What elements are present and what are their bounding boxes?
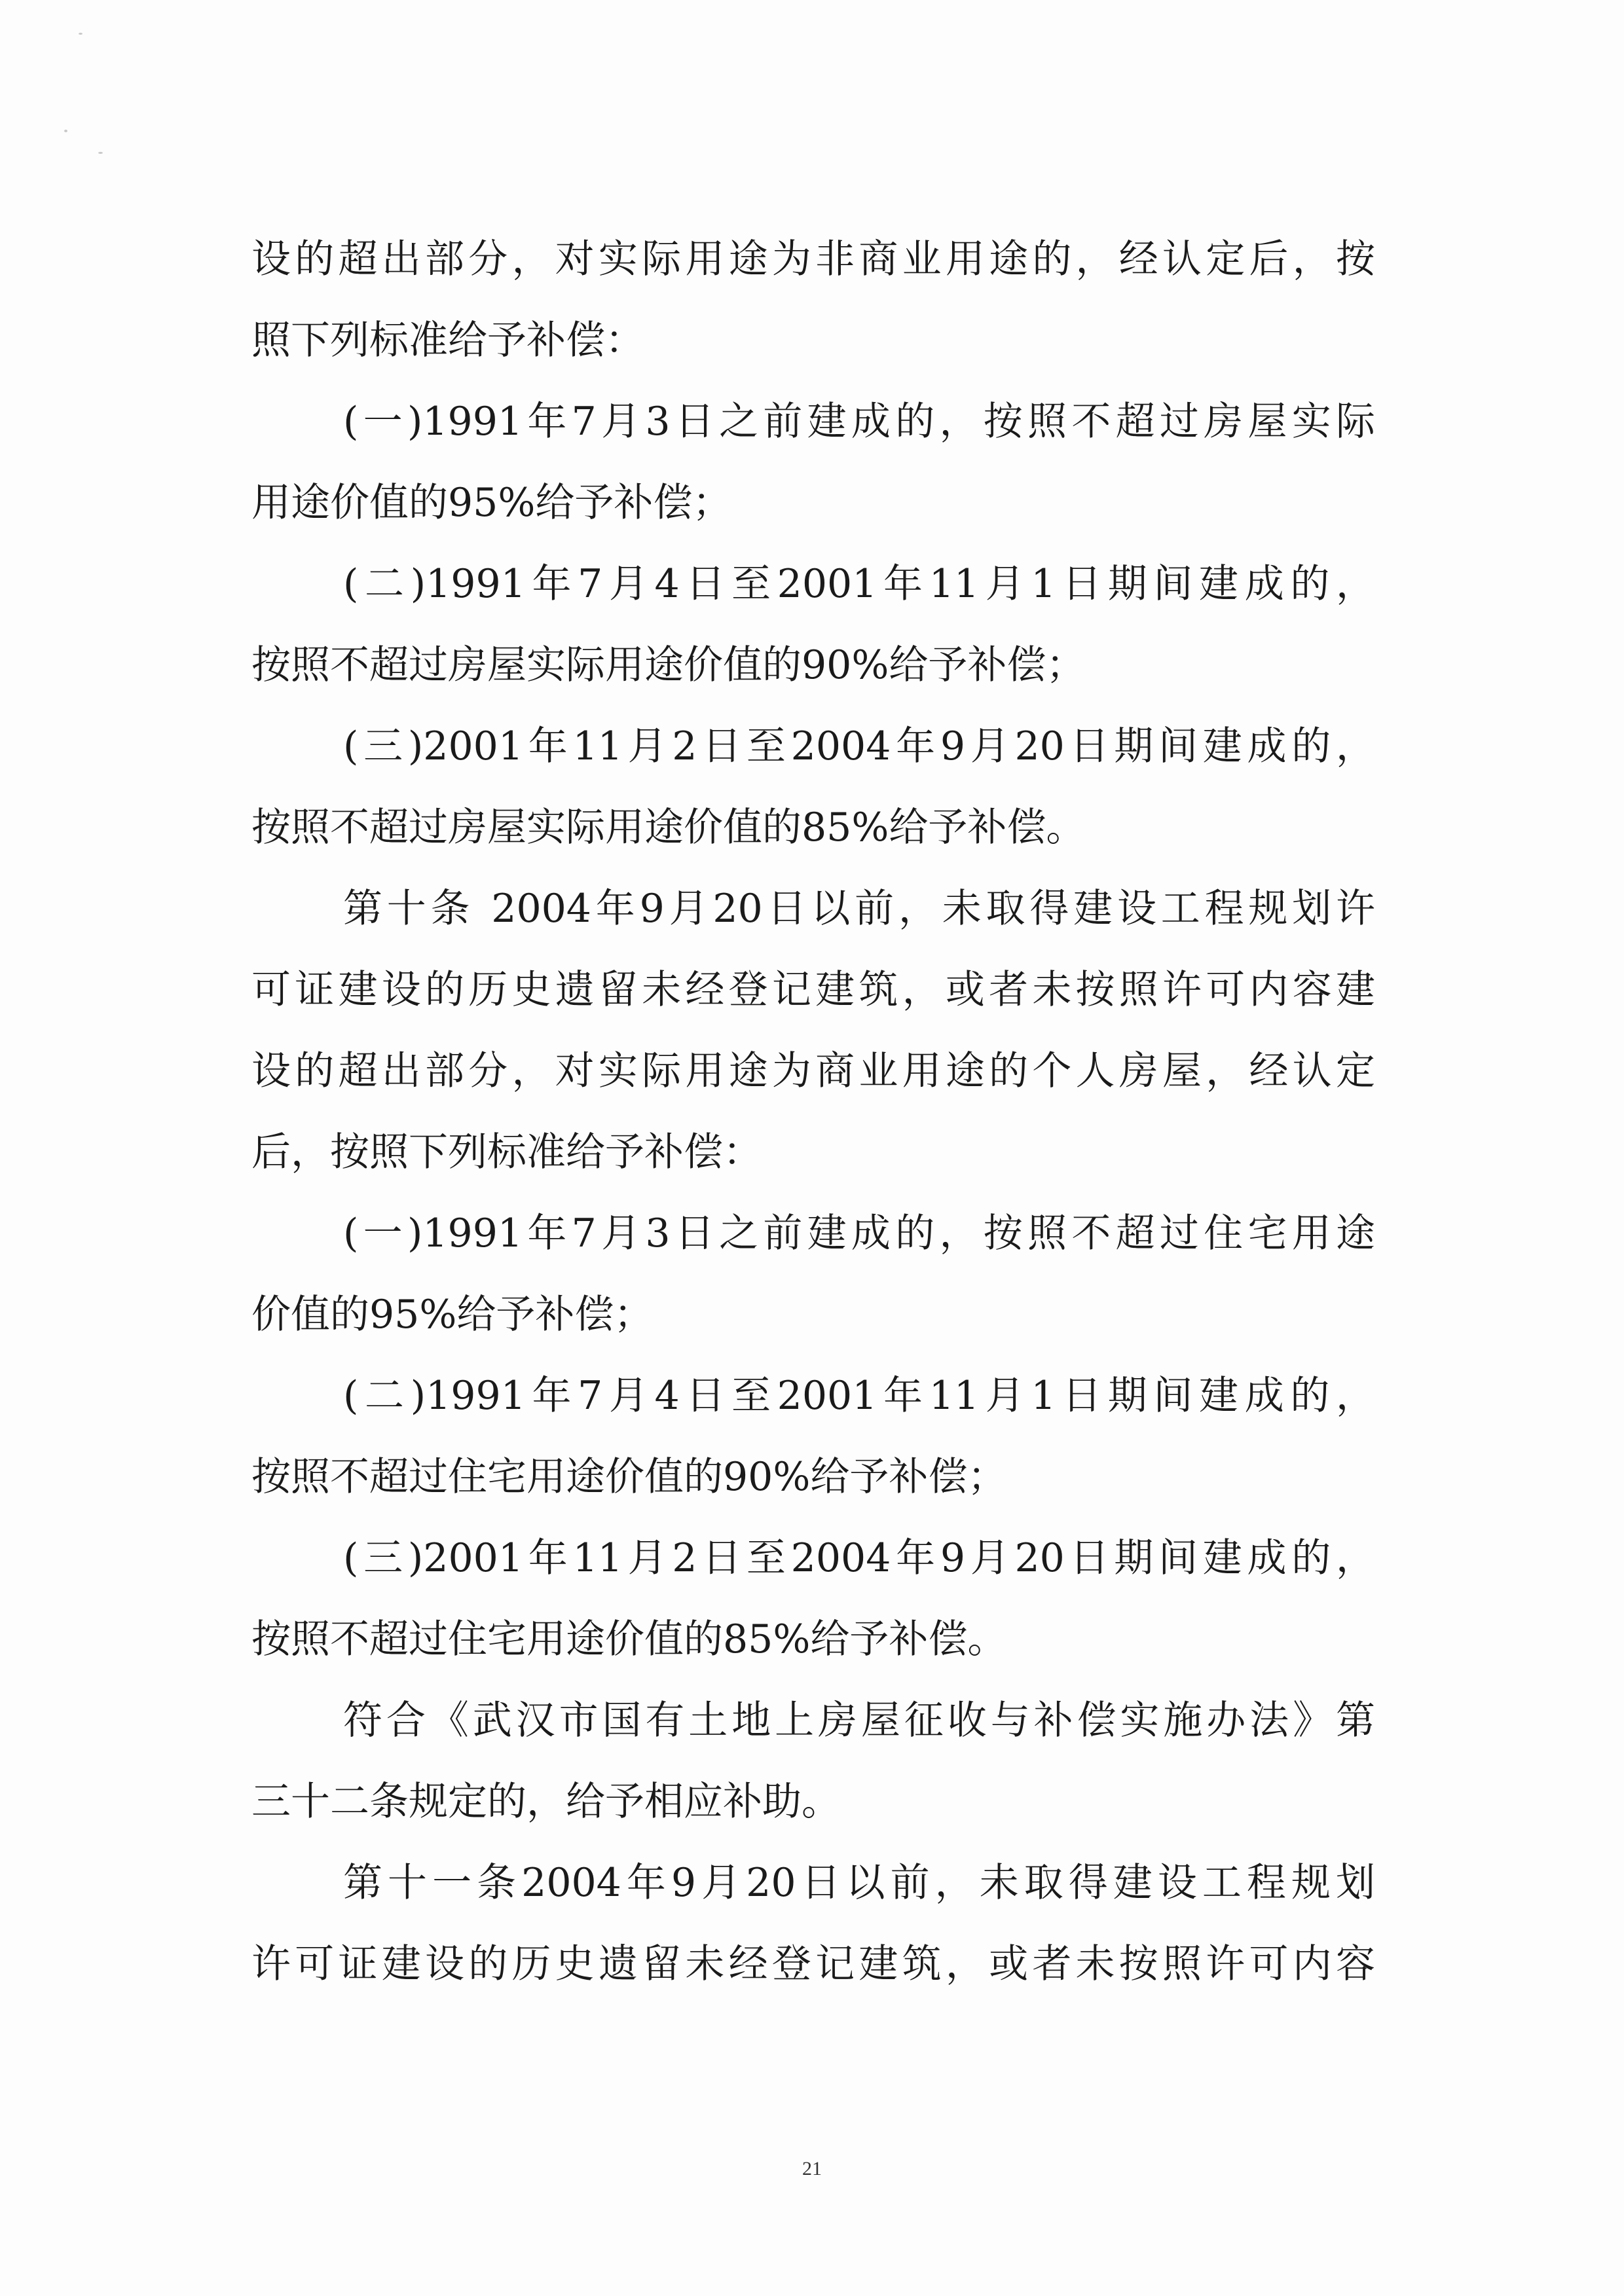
text-line: (二)1991年7月4日至2001年11月1日期间建成的， [343,1373,1375,1419]
text-line: 第十条 2004年9月20日以前，未取得建设工程规划许 [343,886,1375,932]
body-text [251,219,1375,2005]
text-line: (一)1991年7月3日之前建成的，按照不超过房屋实际 [343,399,1375,445]
text-line: 按照不超过房屋实际用途价值的85%给予补偿。 [251,805,1086,850]
text-line: (三)2001年11月2日至2004年9月20日期间建成的， [343,1535,1375,1581]
text-line: 按照不超过住宅用途价值的90%给予补偿； [251,1454,1007,1500]
text-line: 符合《武汉市国有土地上房屋征收与补偿实施办法》第 [343,1698,1375,1743]
text-line: 后，按照下列标准给予补偿： [251,1129,762,1175]
scan-speck [98,152,103,154]
text-line: 第十一条2004年9月20日以前，未取得建设工程规划 [343,1860,1375,1906]
text-line: 价值的95%给予补偿； [251,1292,654,1338]
text-line: 设的超出部分，对实际用途为商业用途的个人房屋，经认定 [251,1048,1375,1094]
scan-speck [64,130,67,132]
text-line: 可证建设的历史遗留未经登记建筑，或者未按照许可内容建 [251,967,1375,1013]
text-line: (三)2001年11月2日至2004年9月20日期间建成的， [343,723,1375,769]
text-line: 按照不超过房屋实际用途价值的90%给予补偿； [251,642,1086,688]
page-number: 21 [802,2158,822,2179]
text-line: 照下列标准给予补偿： [251,318,644,363]
text-line: 用途价值的95%给予补偿； [251,480,732,526]
text-line: 设的超出部分，对实际用途为非商业用途的，经认定后，按 [251,236,1375,282]
text-line: 许可证建设的历史遗留未经登记建筑，或者未按照许可内容 [251,1941,1375,1987]
scan-speck [79,33,83,35]
text-line: (二)1991年7月4日至2001年11月1日期间建成的， [343,561,1375,607]
text-line: 三十二条规定的，给予相应补助。 [251,1779,841,1825]
text-line: 按照不超过住宅用途价值的85%给予补偿。 [251,1616,1007,1662]
text-line: (一)1991年7月3日之前建成的，按照不超过住宅用途 [343,1211,1375,1256]
